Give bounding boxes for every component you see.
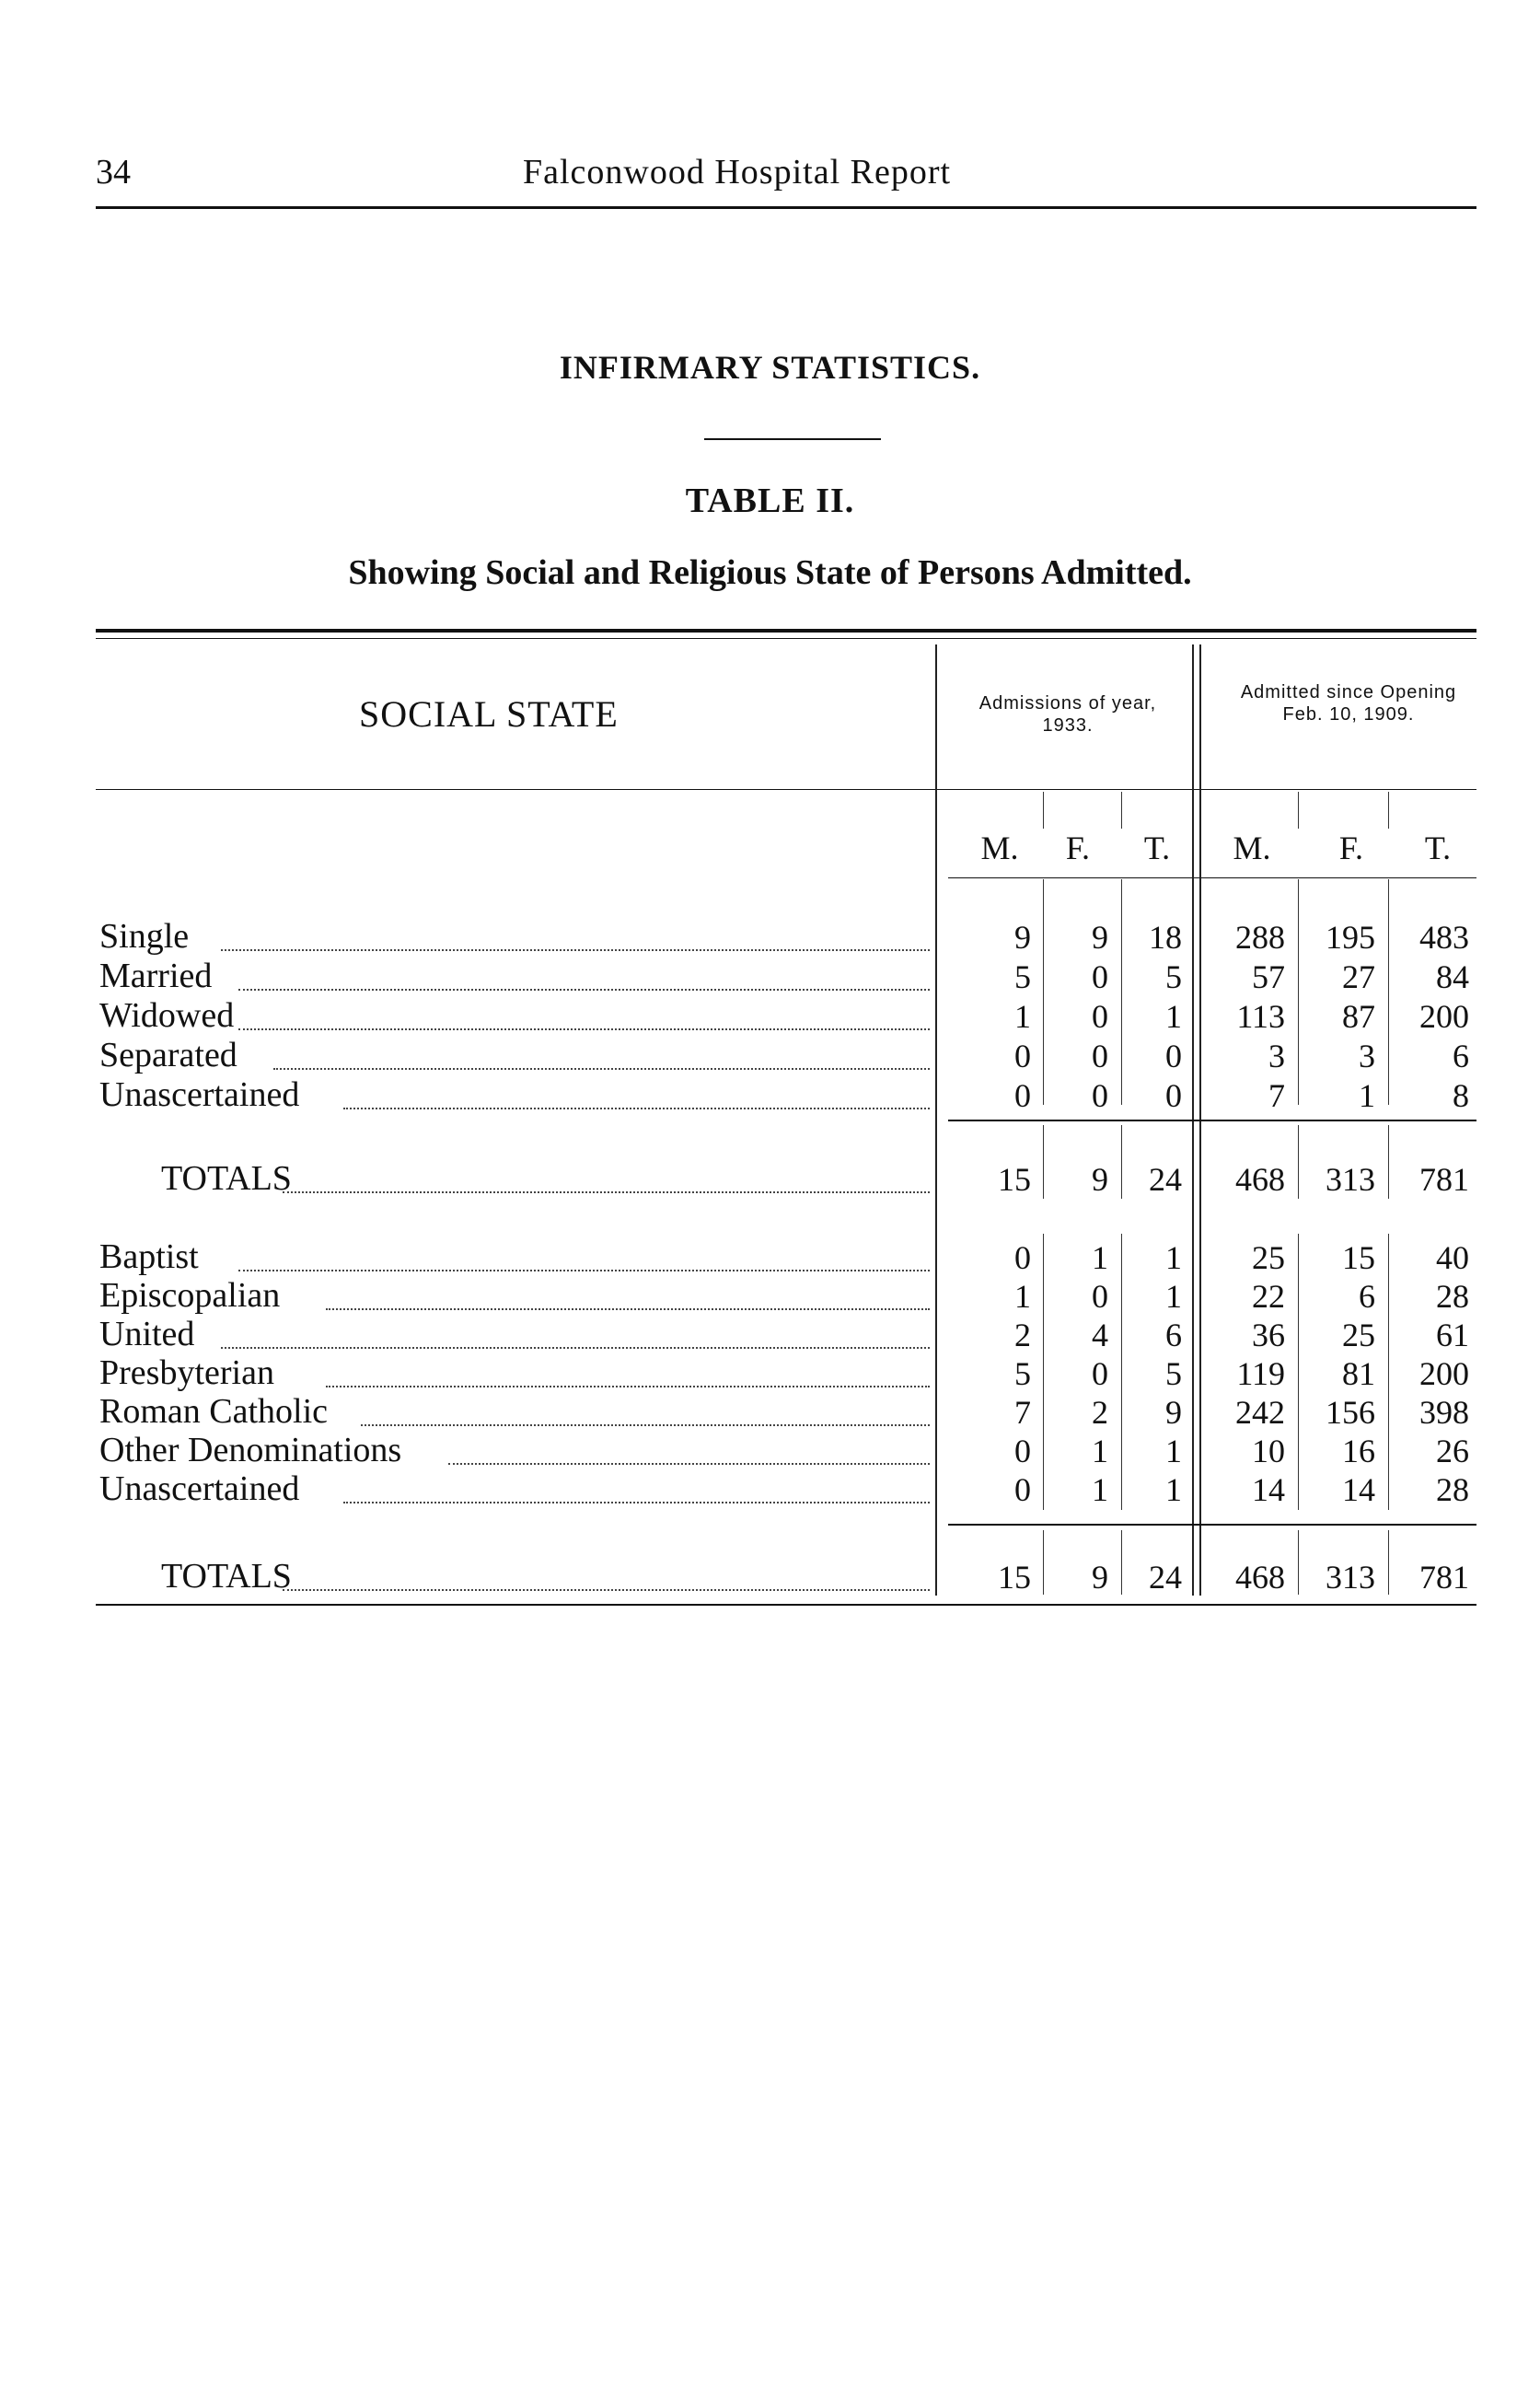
table-cell: 313 [1326, 1559, 1375, 1596]
table-cell: 1 [1092, 1239, 1108, 1276]
row-label: Unascertained [99, 1075, 300, 1114]
leader-dots [221, 1347, 930, 1349]
religious-subtotal-rule [948, 1524, 1476, 1526]
table-cell: 6 [1359, 1278, 1375, 1315]
table-cell: 113 [1236, 998, 1285, 1035]
leader-dots [326, 1308, 930, 1310]
leader-dots [283, 1589, 930, 1591]
leader-dots [273, 1068, 930, 1070]
leader-dots [221, 949, 930, 951]
table-cell: 25 [1342, 1317, 1375, 1353]
row-label: TOTALS [161, 1557, 292, 1596]
table-cell: 0 [1014, 1038, 1031, 1074]
row-label: Presbyterian [99, 1353, 274, 1392]
table-cell: 288 [1235, 919, 1285, 956]
leader-dots [326, 1386, 930, 1387]
column-tick [1388, 1234, 1389, 1510]
table-cell: 5 [1014, 958, 1031, 995]
table-cell: 200 [1419, 998, 1469, 1035]
table-cell: 781 [1419, 1161, 1469, 1198]
table-cell: 14 [1252, 1471, 1285, 1508]
page-number: 34 [96, 153, 131, 192]
table-cell: 3 [1359, 1038, 1375, 1074]
leader-dots [343, 1502, 930, 1503]
table-cell: 25 [1252, 1239, 1285, 1276]
table-cell: 483 [1419, 919, 1469, 956]
table-cell: 3 [1268, 1038, 1285, 1074]
table-cell: 7 [1014, 1394, 1031, 1431]
table-cell: 1 [1014, 998, 1031, 1035]
table-cell: 24 [1149, 1161, 1182, 1198]
table-cell: 5 [1165, 958, 1182, 995]
table-cell: 9 [1014, 919, 1031, 956]
column-tick [1388, 1530, 1389, 1595]
table-cell: 1 [1165, 1471, 1182, 1508]
table-cell: 156 [1326, 1394, 1375, 1431]
table-cell: 0 [1092, 1278, 1108, 1315]
group-header-1933: Admissions of year, 1933. [978, 693, 1157, 736]
column-tick [1388, 879, 1389, 1105]
column-tick [1298, 879, 1299, 1105]
table-cell: 61 [1436, 1317, 1469, 1353]
table-cell: 5 [1014, 1355, 1031, 1392]
table-cell: 15 [1342, 1239, 1375, 1276]
table-top-rule [96, 629, 1476, 633]
table-cell: 84 [1436, 958, 1469, 995]
leader-dots [343, 1108, 930, 1109]
group-header-since-1909: Admitted since Opening Feb. 10, 1909. [1240, 682, 1457, 725]
sub-header-m-total: M. [1233, 830, 1271, 866]
sub-header-t-1933: T. [1143, 830, 1171, 866]
row-label: Baptist [99, 1237, 199, 1276]
sub-header-t-total: T. [1424, 830, 1452, 866]
sub-header-rule [948, 877, 1476, 878]
leader-dots [238, 1028, 930, 1030]
table-cell: 0 [1092, 1355, 1108, 1392]
row-label: TOTALS [161, 1159, 292, 1198]
table-cell: 1 [1092, 1433, 1108, 1469]
table-cell: 1 [1165, 1239, 1182, 1276]
section-title: INFIRMARY STATISTICS. [559, 349, 981, 386]
column-tick [1298, 792, 1299, 829]
sub-header-m-1933: M. [980, 830, 1019, 866]
leader-dots [238, 1270, 930, 1271]
table-cell: 18 [1149, 919, 1182, 956]
table-cell: 36 [1252, 1317, 1285, 1353]
table-cell: 0 [1165, 1038, 1182, 1074]
table-cell: 313 [1326, 1161, 1375, 1198]
table-cell: 9 [1092, 1559, 1108, 1596]
table-cell: 0 [1014, 1433, 1031, 1469]
column-tick [1121, 792, 1122, 829]
table-cell: 9 [1092, 1161, 1108, 1198]
table-cell: 9 [1165, 1394, 1182, 1431]
column-tick [1298, 1234, 1299, 1510]
table-cell: 22 [1252, 1278, 1285, 1315]
title-divider [704, 438, 881, 440]
table-cell: 40 [1436, 1239, 1469, 1276]
row-label: Widowed [99, 996, 235, 1035]
table-cell: 119 [1236, 1355, 1285, 1392]
table-cell: 1 [1165, 1433, 1182, 1469]
table-cell: 2 [1014, 1317, 1031, 1353]
table-cell: 15 [998, 1161, 1031, 1198]
row-label: United [99, 1315, 195, 1353]
table-cell: 4 [1092, 1317, 1108, 1353]
row-label: Episcopalian [99, 1276, 281, 1315]
table-cell: 0 [1014, 1077, 1031, 1114]
column-tick [1388, 1125, 1389, 1199]
table-cell: 0 [1165, 1077, 1182, 1114]
table-cell: 0 [1092, 958, 1108, 995]
table-cell: 1 [1014, 1278, 1031, 1315]
header-rule [96, 206, 1476, 209]
table-cell: 5 [1165, 1355, 1182, 1392]
header-divider-rule [96, 789, 1476, 790]
table-cell: 0 [1092, 998, 1108, 1035]
table-cell: 0 [1092, 1038, 1108, 1074]
column-tick [1298, 1530, 1299, 1595]
table-cell: 1 [1165, 998, 1182, 1035]
leader-dots [238, 989, 930, 991]
table-cell: 15 [998, 1559, 1031, 1596]
running-title: Falconwood Hospital Report [523, 153, 952, 192]
table-cell: 9 [1092, 919, 1108, 956]
social-subtotal-rule [948, 1120, 1476, 1121]
row-label: Unascertained [99, 1469, 300, 1508]
table-cell: 1 [1359, 1077, 1375, 1114]
table-cell: 7 [1268, 1077, 1285, 1114]
sub-header-f-total: F. [1338, 830, 1364, 866]
table-cell: 0 [1092, 1077, 1108, 1114]
table-cell: 27 [1342, 958, 1375, 995]
table-cell: 242 [1235, 1394, 1285, 1431]
table-cell: 0 [1014, 1239, 1031, 1276]
table-cell: 16 [1342, 1433, 1375, 1469]
table-cell: 468 [1235, 1559, 1285, 1596]
table-cell: 195 [1326, 919, 1375, 956]
table-cell: 0 [1014, 1471, 1031, 1508]
table-bottom-rule [96, 1604, 1476, 1606]
table-cell: 81 [1342, 1355, 1375, 1392]
table-cell: 1 [1165, 1278, 1182, 1315]
row-label: Roman Catholic [99, 1392, 329, 1431]
table-subtitle: Showing Social and Religious State of Persons Admitted. [348, 553, 1192, 592]
table-cell: 28 [1436, 1471, 1469, 1508]
table-cell: 28 [1436, 1278, 1469, 1315]
table-top-rule-thin [96, 638, 1476, 639]
table-cell: 398 [1419, 1394, 1469, 1431]
table-cell: 6 [1165, 1317, 1182, 1353]
table-title: TABLE II. [685, 482, 855, 520]
table-cell: 14 [1342, 1471, 1375, 1508]
row-label: Other Denominations [99, 1431, 402, 1469]
table-cell: 57 [1252, 958, 1285, 995]
row-label: Married [99, 957, 213, 995]
table-cell: 781 [1419, 1559, 1469, 1596]
row-label: Single [99, 917, 190, 956]
column-tick [1388, 792, 1389, 829]
table-cell: 87 [1342, 998, 1375, 1035]
column-tick [1043, 792, 1044, 829]
table-cell: 24 [1149, 1559, 1182, 1596]
table-cell: 200 [1419, 1355, 1469, 1392]
table-cell: 6 [1453, 1038, 1469, 1074]
table-cell: 2 [1092, 1394, 1108, 1431]
column-tick [1298, 1125, 1299, 1199]
table-cell: 468 [1235, 1161, 1285, 1198]
leader-dots [361, 1424, 930, 1426]
table-cell: 1 [1092, 1471, 1108, 1508]
sub-header-f-1933: F. [1065, 830, 1091, 866]
table-cell: 10 [1252, 1433, 1285, 1469]
row-label: Separated [99, 1036, 237, 1074]
leader-dots [448, 1463, 930, 1465]
social-state-header: SOCIAL STATE [359, 693, 619, 735]
label-column-divider [935, 644, 937, 1596]
table-cell: 8 [1453, 1077, 1469, 1114]
table-cell: 26 [1436, 1433, 1469, 1469]
leader-dots [283, 1191, 930, 1193]
